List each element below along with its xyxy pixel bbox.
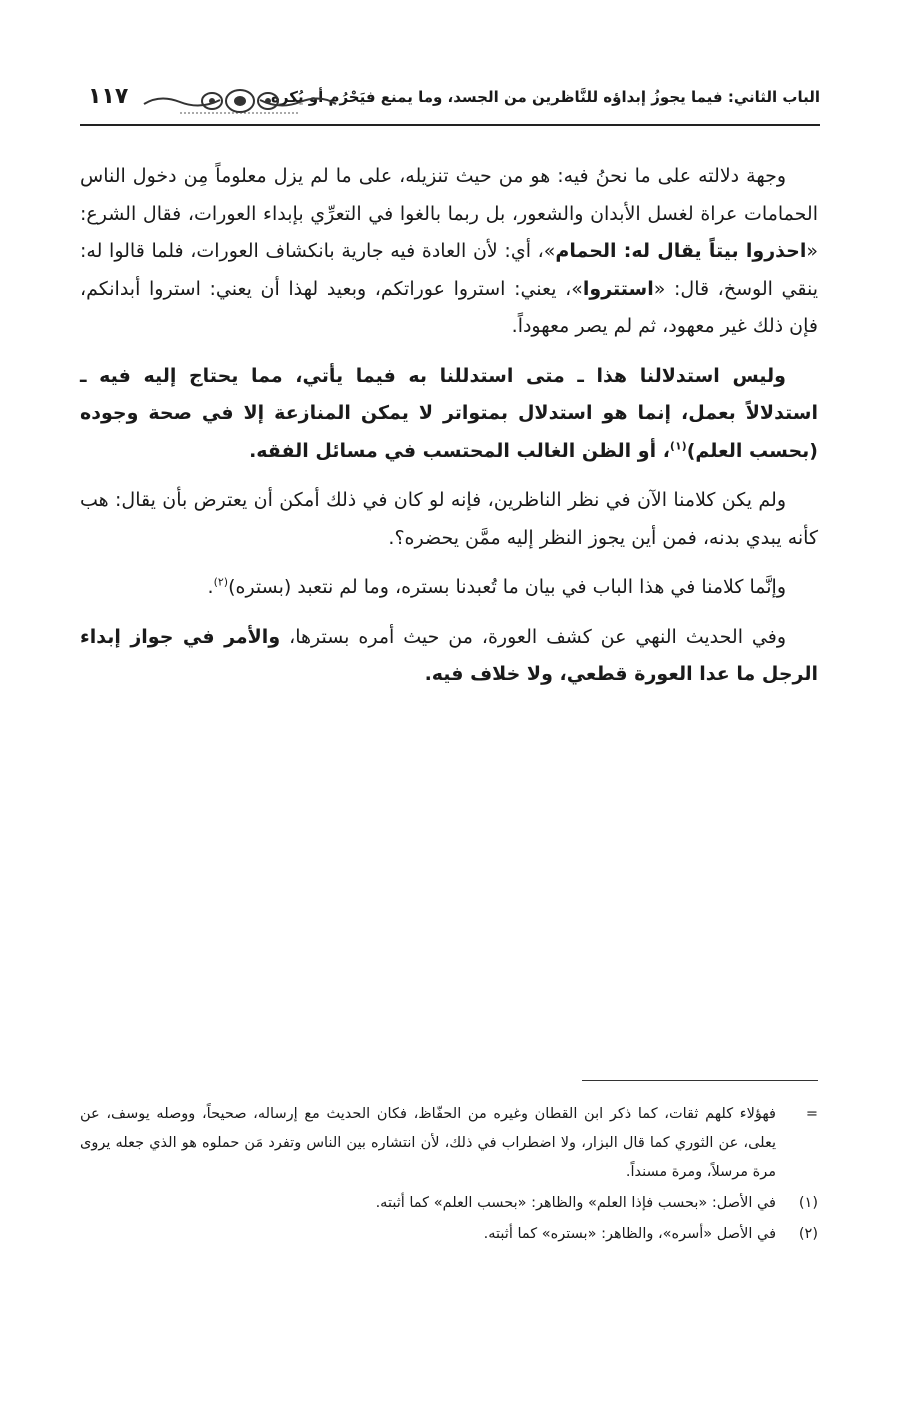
paragraph-5: وفي الحديث النهي عن كشف العورة، من حيث أمره بسترها، والأمر في جواز إبداء الرجل ما عدا العورة قطعي، ولا خلاف فيه. — [80, 625, 818, 685]
paragraph-3: ولم يكن كلامنا الآن في نظر الناظرين، فإنه لو كان في ذلك أمكن أن يعترض بأن يقال: هب كأنه يبدي بدنه، فمن أين يجوز النظر إليه ممَّن يحضره؟. — [80, 489, 818, 549]
continuation-mark: = — [805, 1106, 818, 1122]
footnote-separator — [582, 1080, 818, 1081]
main-text — [80, 158, 818, 706]
paragraph-2: وليس استدلالنا هذا ـ متى استدللنا به فيما يأتي، مما يحتاج إليه فيه ـ استدلالاً بعمل، إنما هو استدلال بمتواتر لا يمكن المنازعة إلا في صحة وجوده (بحسب العلم)$^{(١)}$، أو الظن الغالب المحتسب في مسائل الفقه. — [80, 364, 818, 462]
footnote-ref-2[interactable]: (٢) — [213, 575, 229, 589]
footnote-1: (١) في الأصل: «بحسب فإذا العلم» والظاهر: «بحسب العلم» كما أثبته. — [80, 1189, 818, 1218]
paragraph-1: وجهة دلالته على ما نحنُ فيه: هو من حيث تنزيله، على ما لم يزل معلوماً مِن دخول الناس الحمامات عراة لغسل الأبدان والشعور، بل ربما بالغوا في التعرِّي بإبداء العورات، فقال الشرع: «احذروا بيتاً يقال له: الحمام»، أي: لأن العادة فيه جارية بانكشاف العورات، فلما قالوا له: ينقي الوسخ، قال: «استتروا»، يعني: استروا عوراتكم، وبعيد لهذا أن يعني: استروا أبدانكم، فإن ذلك غير معهود، ثم لم يصر معهوداً. — [80, 165, 818, 337]
page-number: ١١٧ — [88, 84, 129, 109]
chapter-title: الباب الثاني: فيما يجوزُ إبداؤه للنَّاظرين من الجسد، وما يمنع فيَحْرُم أو يُكره — [271, 88, 820, 106]
footnote-mark: (٢) — [798, 1226, 818, 1242]
footnote-continuation: = فهؤلاء كلهم ثقات، كما ذكر ابن القطان وغيره من الحفّاظ، فكان الحديث مع إرساله، صحيحاً، ووصله يوسف، عن يعلى، عن الثوري كما قال البزار، ولا اضطراب في ذلك، لأن انتشاره بين الناس وتفرد مَن حملوه هو الذي جعله يروى مرة مرسلاً، ومرة مسنداً. — [80, 1100, 818, 1187]
ornament-icon — [140, 86, 340, 116]
footnote-ref-1[interactable]: (١) — [669, 439, 687, 453]
header-rule — [80, 124, 820, 126]
footnote-2: (٢) في الأصل «أسره»، والظاهر: «بستره» كما أثبته. — [80, 1220, 818, 1249]
running-header — [80, 84, 820, 120]
paragraph-4: وإنَّما كلامنا في هذا الباب في بيان ما تُعبدنا بستره، وما لم نتعبد (بستره)$^{(٢)}$. — [207, 575, 786, 598]
footnotes — [80, 1100, 818, 1249]
footnote-mark: (١) — [798, 1195, 818, 1211]
